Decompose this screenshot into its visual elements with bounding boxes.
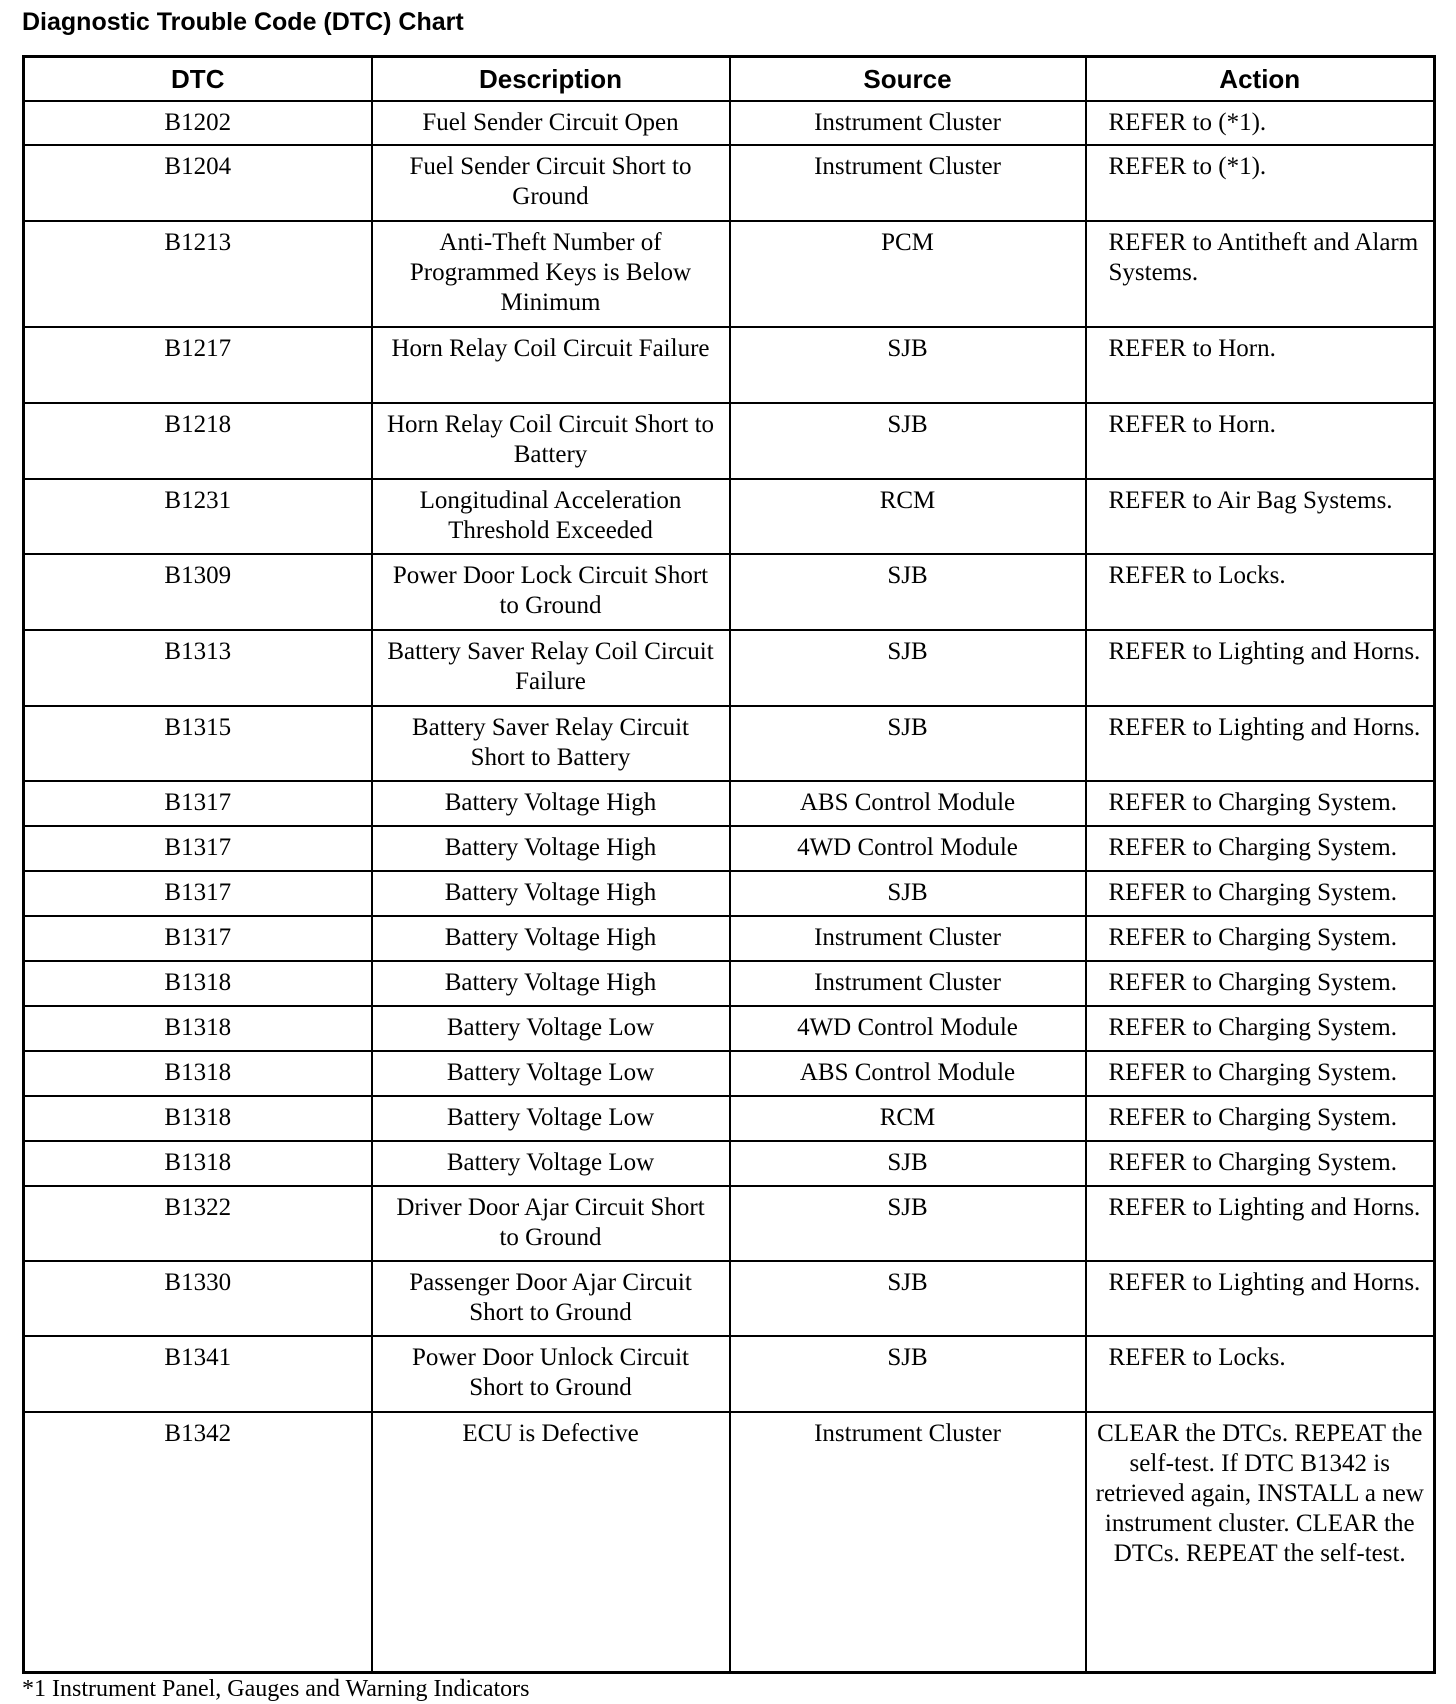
cell-action: REFER to Locks. [1086, 554, 1435, 630]
cell-action: REFER to Charging System. [1086, 781, 1435, 826]
table-row [24, 826, 1435, 871]
cell-action: REFER to (*1). [1086, 101, 1435, 145]
cell-description: Longitudinal Acceleration Threshold Exceeded [372, 479, 730, 554]
cell-action: REFER to Charging System. [1086, 1006, 1435, 1051]
cell-action: REFER to Charging System. [1086, 961, 1435, 1006]
table-row [24, 1006, 1435, 1051]
cell-action: REFER to Horn. [1086, 403, 1435, 479]
cell-action: REFER to Charging System. [1086, 826, 1435, 871]
cell-description: Power Door Lock Circuit Short to Ground [372, 554, 730, 630]
cell-dtc: B1318 [24, 961, 372, 1006]
cell-dtc: B1204 [24, 145, 372, 221]
cell-dtc: B1317 [24, 916, 372, 961]
cell-description: Fuel Sender Circuit Short to Ground [372, 145, 730, 221]
table-row [24, 1336, 1435, 1412]
cell-description: Battery Voltage High [372, 871, 730, 916]
cell-description: Battery Voltage Low [372, 1141, 730, 1186]
table-row [24, 1141, 1435, 1186]
cell-source: Instrument Cluster [730, 101, 1086, 145]
cell-description: Battery Voltage Low [372, 1051, 730, 1096]
header-source: Source [730, 57, 1086, 102]
cell-action: REFER to Antitheft and Alarm Systems. [1086, 221, 1435, 327]
cell-dtc: B1315 [24, 706, 372, 781]
cell-action: REFER to Charging System. [1086, 1096, 1435, 1141]
cell-dtc: B1317 [24, 826, 372, 871]
cell-action: REFER to Charging System. [1086, 1141, 1435, 1186]
cell-action: REFER to Charging System. [1086, 916, 1435, 961]
cell-action: REFER to (*1). [1086, 145, 1435, 221]
header-action: Action [1086, 57, 1435, 102]
table-row [24, 479, 1435, 554]
table-row [24, 1261, 1435, 1336]
cell-source: Instrument Cluster [730, 1412, 1086, 1672]
table-header-row [24, 57, 1435, 102]
cell-description: Power Door Unlock Circuit Short to Ground [372, 1336, 730, 1412]
cell-dtc: B1317 [24, 781, 372, 826]
cell-source: SJB [730, 630, 1086, 706]
cell-source: SJB [730, 1261, 1086, 1336]
cell-description: Horn Relay Coil Circuit Short to Battery [372, 403, 730, 479]
cell-action: REFER to Lighting and Horns. [1086, 1261, 1435, 1336]
cell-description: Battery Voltage Low [372, 1006, 730, 1051]
table-row [24, 221, 1435, 327]
cell-description: ECU is Defective [372, 1412, 730, 1672]
page-title: Diagnostic Trouble Code (DTC) Chart [22, 8, 464, 36]
cell-action: REFER to Horn. [1086, 327, 1435, 403]
cell-source: SJB [730, 327, 1086, 403]
cell-action: REFER to Charging System. [1086, 871, 1435, 916]
table-row [24, 1051, 1435, 1096]
cell-source: SJB [730, 706, 1086, 781]
cell-dtc: B1330 [24, 1261, 372, 1336]
cell-description: Battery Voltage High [372, 916, 730, 961]
header-description: Description [372, 57, 730, 102]
cell-source: SJB [730, 1336, 1086, 1412]
cell-source: Instrument Cluster [730, 916, 1086, 961]
cell-dtc: B1309 [24, 554, 372, 630]
table-row [24, 403, 1435, 479]
cell-description: Battery Saver Relay Circuit Short to Battery [372, 706, 730, 781]
table-row [24, 145, 1435, 221]
table-row [24, 1096, 1435, 1141]
cell-source: SJB [730, 1141, 1086, 1186]
header-dtc: DTC [24, 57, 372, 102]
cell-dtc: B1217 [24, 327, 372, 403]
cell-dtc: B1318 [24, 1096, 372, 1141]
cell-description: Anti-Theft Number of Programmed Keys is Below Minimum [372, 221, 730, 327]
cell-action: REFER to Lighting and Horns. [1086, 706, 1435, 781]
table-row [24, 781, 1435, 826]
cell-source: ABS Control Module [730, 1051, 1086, 1096]
cell-description: Battery Voltage High [372, 961, 730, 1006]
cell-description: Driver Door Ajar Circuit Short to Ground [372, 1186, 730, 1261]
cell-dtc: B1341 [24, 1336, 372, 1412]
cell-description: Battery Voltage High [372, 826, 730, 871]
table-row [24, 1412, 1435, 1672]
table-row [24, 101, 1435, 145]
table-row [24, 916, 1435, 961]
cell-dtc: B1231 [24, 479, 372, 554]
cell-dtc: B1318 [24, 1141, 372, 1186]
cell-source: SJB [730, 1186, 1086, 1261]
cell-dtc: B1313 [24, 630, 372, 706]
cell-dtc: B1342 [24, 1412, 372, 1672]
cell-source: ABS Control Module [730, 781, 1086, 826]
cell-source: Instrument Cluster [730, 145, 1086, 221]
cell-source: 4WD Control Module [730, 826, 1086, 871]
cell-source: SJB [730, 403, 1086, 479]
cell-description: Battery Voltage High [372, 781, 730, 826]
cell-source: 4WD Control Module [730, 1006, 1086, 1051]
table-row [24, 1186, 1435, 1261]
cell-source: RCM [730, 1096, 1086, 1141]
cell-source: SJB [730, 871, 1086, 916]
cell-source: PCM [730, 221, 1086, 327]
cell-dtc: B1318 [24, 1051, 372, 1096]
cell-description: Horn Relay Coil Circuit Failure [372, 327, 730, 403]
table-row [24, 871, 1435, 916]
table-row [24, 961, 1435, 1006]
cell-dtc: B1318 [24, 1006, 372, 1051]
cell-description: Fuel Sender Circuit Open [372, 101, 730, 145]
table-row [24, 327, 1435, 403]
cell-dtc: B1317 [24, 871, 372, 916]
cell-action: CLEAR the DTCs. REPEAT the self-test. If DTC B1342 is retrieved again, INSTALL a new instrument cluster. CLEAR the DTCs. REPEAT the self-test. [1086, 1412, 1435, 1672]
cell-description: Battery Voltage Low [372, 1096, 730, 1141]
table-row [24, 706, 1435, 781]
cell-action: REFER to Lighting and Horns. [1086, 630, 1435, 706]
cell-action: REFER to Air Bag Systems. [1086, 479, 1435, 554]
cell-dtc: B1218 [24, 403, 372, 479]
footnote: *1 Instrument Panel, Gauges and Warning Indicators [22, 1676, 530, 1702]
table-row [24, 554, 1435, 630]
cell-description: Passenger Door Ajar Circuit Short to Ground [372, 1261, 730, 1336]
table-body [24, 101, 1435, 1672]
cell-dtc: B1322 [24, 1186, 372, 1261]
cell-dtc: B1213 [24, 221, 372, 327]
cell-action: REFER to Lighting and Horns. [1086, 1186, 1435, 1261]
cell-dtc: B1202 [24, 101, 372, 145]
dtc-table [22, 55, 1436, 1674]
cell-source: Instrument Cluster [730, 961, 1086, 1006]
cell-action: REFER to Locks. [1086, 1336, 1435, 1412]
cell-description: Battery Saver Relay Coil Circuit Failure [372, 630, 730, 706]
cell-action: REFER to Charging System. [1086, 1051, 1435, 1096]
cell-source: SJB [730, 554, 1086, 630]
cell-source: RCM [730, 479, 1086, 554]
table-row [24, 630, 1435, 706]
